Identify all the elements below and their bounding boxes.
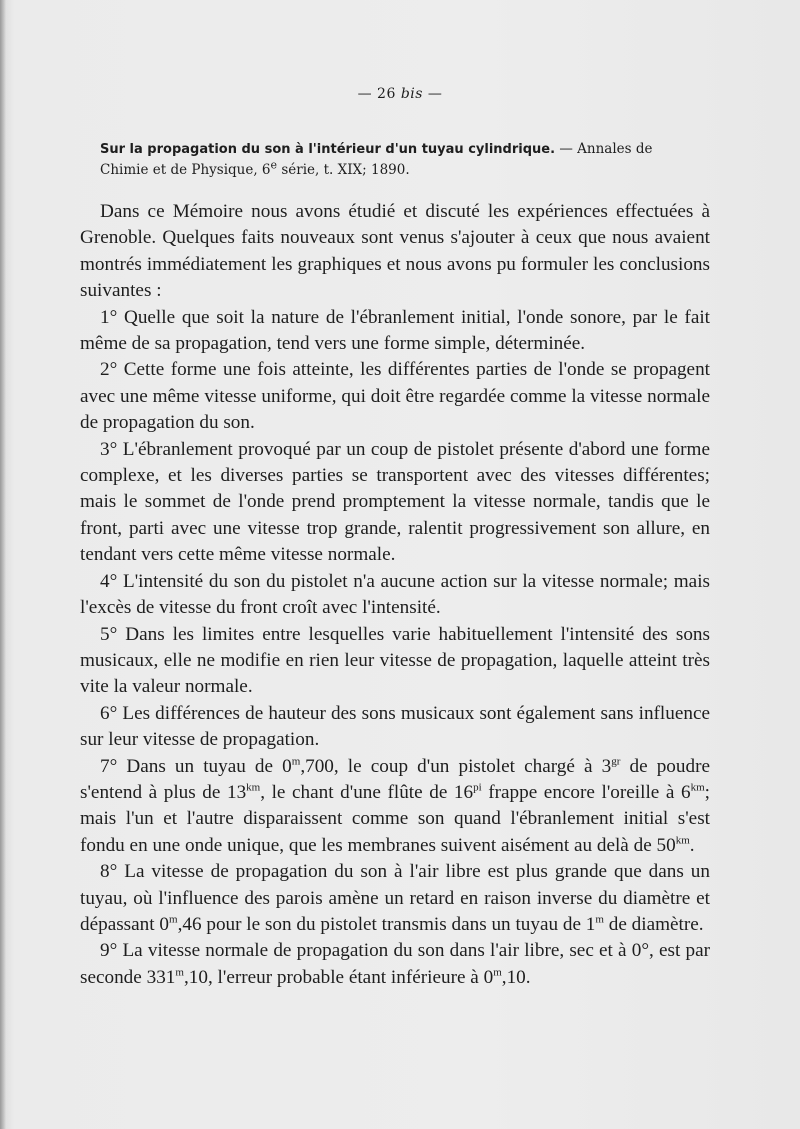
c7-text-g: . (689, 834, 695, 856)
c8-text-a: 8° La vitesse de propagation du son à l'air libre est plus grande que dans un tuyau, où l'influence des parois amène un retard en raison inverse du diamètre et dépassant 0 (80, 861, 710, 935)
c9-sup-1: m (175, 966, 184, 979)
c7-text-e: frappe encore l'oreille à 6 (481, 781, 691, 803)
c7-text-c: de poudre s'entend à plus de 13 (80, 755, 710, 803)
conclusion-5: 5° Dans les limites entre lesquelles varie habituellement l'intensité des sons musicaux, elle ne modifie en rien leur vitesse de propagation, laquelle atteint très vite la valeur normale. (80, 623, 710, 698)
article-source-sup: e (270, 158, 278, 172)
page-number-prefix: — 26 (357, 86, 401, 102)
page-number-tail: — (422, 86, 443, 102)
page-number (0, 86, 800, 102)
conclusion-2: 2° Cette forme une fois atteinte, les différentes parties de l'onde se propagent avec une même vitesse uniforme, qui doit être regardée comme la vitesse normale de propagation du son. (80, 359, 710, 434)
article-source-2a: Chimie et de Physique, 6 (100, 162, 271, 178)
conclusion-3: 3° L'ébranlement provoqué par un coup de pistolet présente d'abord une forme complexe, et les diverses parties se transportent avec des vitesses différentes; mais le sommet de l'onde prend promptement la vitesse normale, tandis que le front, parti avec une vitesse trop grande, ralentit progressivement son allure, en tendant vers cette même vitesse normale. (80, 438, 710, 566)
c7-sup-4: pi (473, 781, 482, 794)
conclusion-1: 1° Quelle que soit la nature de l'ébranlement initial, l'onde sonore, par le fait même de sa propagation, tend vers une forme simple, déterminée. (80, 306, 710, 355)
c9-sup-2: m (493, 966, 502, 979)
c7-sup-5: km (690, 781, 705, 794)
c7-sup-3: km (246, 781, 261, 794)
c8-text-c: de diamètre. (603, 913, 704, 935)
conclusion-8 (80, 859, 710, 938)
page-edge-shadow (0, 0, 6, 1129)
article-source-2b: série, t. XIX; 1890. (277, 162, 410, 178)
article-source-1: — Annales de (555, 141, 653, 157)
c9-text-c: ,10. (501, 966, 531, 988)
page-number-suffix: bis (400, 86, 423, 102)
conclusion-6: 6° Les différences de hauteur des sons musicaux sont également sans influence sur leur vitesse de propagation. (80, 702, 710, 751)
c9-text-a: 9° La vitesse normale de propagation du son dans l'air libre, sec et à 0°, est par seconde 331 (80, 940, 710, 988)
c7-text-a: 7° Dans un tuyau de 0 (100, 755, 292, 777)
c7-text-b: ,700, le coup d'un pistolet chargé à 3 (300, 755, 612, 777)
conclusion-7 (80, 754, 710, 860)
c8-sup-2: m (595, 913, 604, 926)
c7-sup-1: m (291, 755, 301, 768)
article-heading (100, 139, 710, 181)
c8-text-b: ,46 pour le son du pistolet transmis dans un tuyau de 1 (177, 913, 596, 935)
body-text (80, 199, 710, 991)
c9-text-b: ,10, l'erreur probable étant inférieure à 0 (183, 966, 494, 988)
c7-sup-6: km (675, 834, 690, 847)
c8-sup-1: m (169, 913, 178, 926)
c7-text-d: , le chant d'une flûte de 16 (260, 781, 474, 803)
conclusion-9 (80, 938, 710, 991)
intro-paragraph: Dans ce Mémoire nous avons étudié et discuté les expériences effectuées à Grenoble. Quelques faits nouveaux sont venus s'ajouter à ceux que nous avaient montrés immédiatement les graphiques et nous avons pu formuler les conclusions suivantes : (80, 201, 710, 302)
conclusion-4: 4° L'intensité du son du pistolet n'a aucune action sur la vitesse normale; mais l'excès de vitesse du front croît avec l'intensité. (80, 570, 710, 619)
article-title: Sur la propagation du son à l'intérieur d'un tuyau cylindrique. (100, 142, 556, 157)
c7-text-f: ; mais l'un et l'autre disparaissent comme son quand l'ébranlement initial s'est fondu en une onde unique, que les membranes suivent aisément au delà de 50 (80, 781, 710, 856)
c7-sup-2: gr (611, 755, 621, 768)
